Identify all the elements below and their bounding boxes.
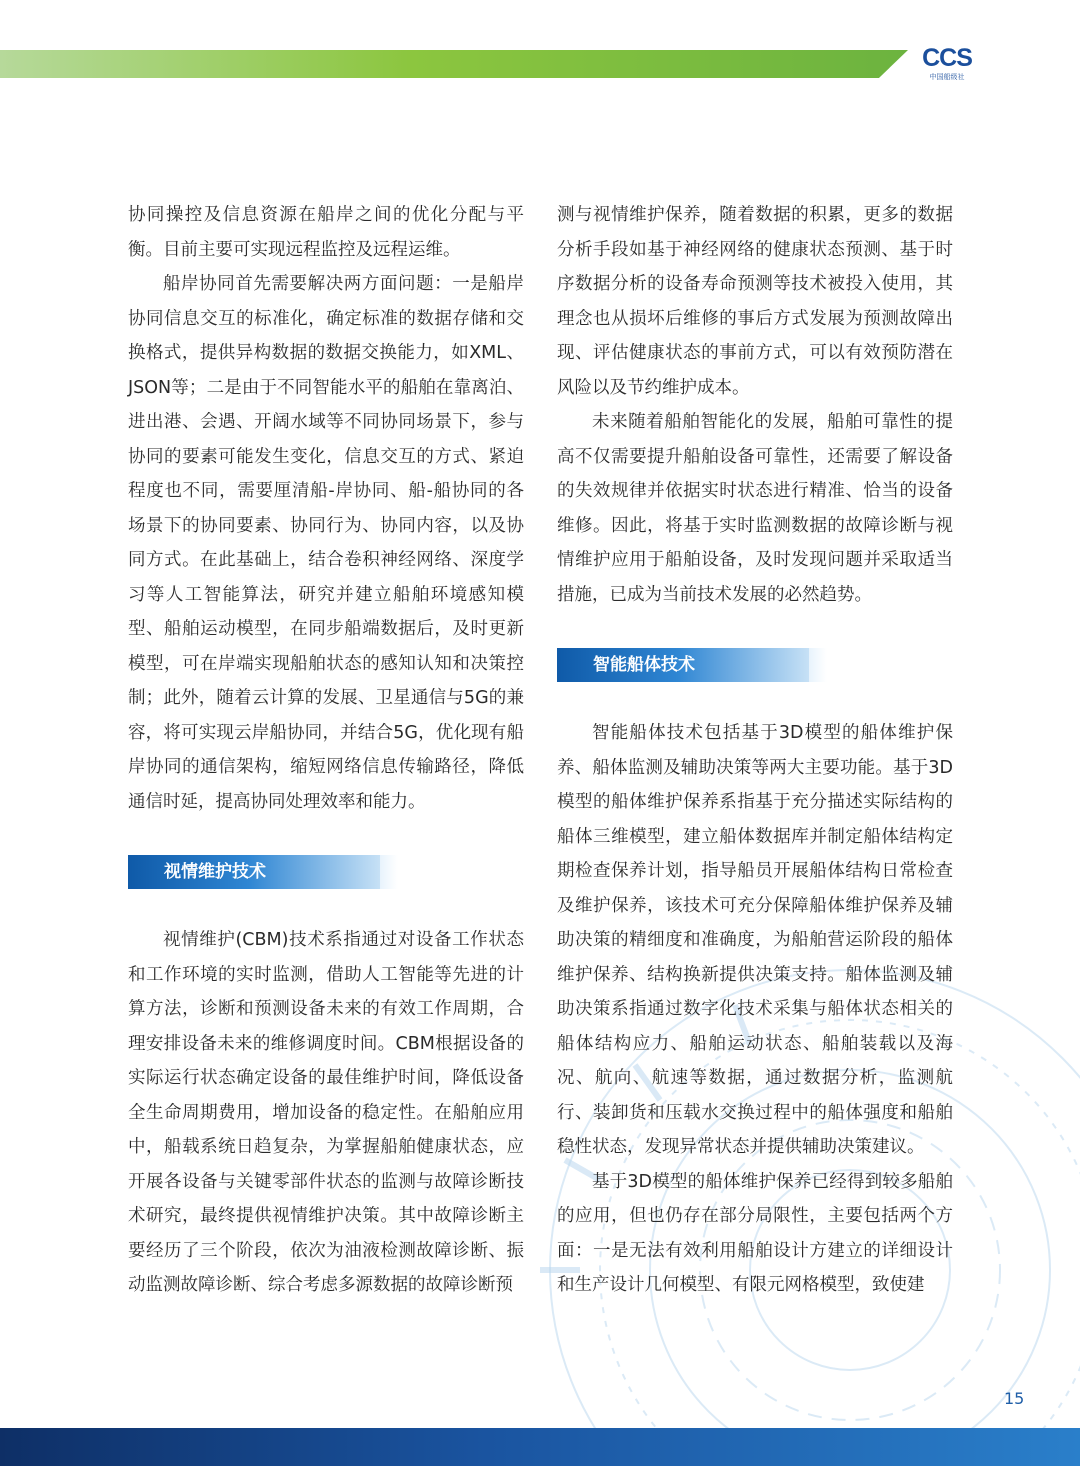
logo-mark: CCS — [922, 44, 972, 72]
left-paragraph-2: 船岸协同首先需要解决两方面问题：一是船岸协同信息交互的标准化，确定标准的数据存储和交换格式，提供异构数据的数据交换能力，如XML、JSON等；二是由于不同智能水平的船舶在靠离泊、进出港、会遇、开阔水域等不同协同场景下，参与协同的要素可能发生变化，信息交互的方式、紧迫程度也不同，需要厘清船-岸协同、船-船协同的各场景下的协同要素、协同行为、协同内容，以及协同方式。在此基础上，结合卷积神经网络、深度学习等人工智能算法，研究并建立船舶环境感知模型、船舶运动模型，在同步船端数据后，及时更新模型，可在岸端实现船舶状态的感知认知和决策控制；此外，随着云计算的发展、卫星通信与5G的兼容，将可实现云岸船协同，并结合5G，优化现有船岸协同的通信架构，缩短网络信息传输路径，降低通信时延，提高协同处理效率和能力。 — [128, 274, 524, 812]
right-paragraph-4: 基于3D模型的船体维护保养已经得到较多船舶的应用，但也仍存在部分局限性，主要包括两个方面：一是无法有效利用船舶设计方建立的详细设计和生产设计几何模型、有限元网格模型，致使建 — [557, 1171, 953, 1295]
ccs-logo — [918, 44, 976, 88]
left-paragraph-3: 视情维护(CBM)技术系指通过对设备工作状态和工作环境的实时监测，借助人工智能等先进的计算方法，诊断和预测设备未来的有效工作周期，合理安排设备未来的维修调度时间。CBM根据设备的实际运行状态确定设备的最佳维护时间，降低设备全生命周期费用，增加设备的稳定性。在船舶应用中，船载系统日趋复杂，为掌握船舶健康状态，应开展各设备与关键零部件状态的监测与故障诊断技术研究，最终提供视情维护决策。其中故障诊断主要经历了三个阶段，依次为油液检测故障诊断、振动监测故障诊断、综合考虑多源数据的故障诊断预 — [128, 930, 524, 1295]
right-paragraph-2: 未来随着船舶智能化的发展，船舶可靠性的提高不仅需要提升船舶设备可靠性，还需要了解设备的失效规律并依据实时状态进行精准、恰当的设备维修。因此，将基于实时监测数据的故障诊断与视情维护应用于船舶设备，及时发现问题并采取适当措施，已成为当前技术发展的必然趋势。 — [557, 412, 953, 605]
top-green-band — [0, 50, 908, 78]
bottom-blue-band — [0, 1428, 1080, 1466]
section-heading-cbm — [128, 855, 396, 889]
section-heading-smart-hull — [557, 648, 825, 682]
right-column — [557, 198, 953, 1303]
section-heading-cbm-label: 视情维护技术 — [164, 862, 266, 882]
left-column — [128, 198, 524, 1303]
right-paragraph-3: 智能船体技术包括基于3D模型的船体维护保养、船体监测及辅助决策等两大主要功能。基于3D模型的船体维护保养系指基于充分描述实际结构的船体三维模型，建立船体数据库并制定船体结构定期检查保养计划，指导船员开展船体结构日常检查及维护保养，该技术可充分保障船体维护保养及辅助决策的精细度和准确度，为船舶营运阶段的船体维护保养、结构换新提供决策支持。船体监测及辅助决策系指通过数字化技术采集与船体状态相关的船体结构应力、船舶运动状态、船舶装载以及海况、航向、航速等数据，通过数据分析，监测航行、装卸货和压载水交换过程中的船体强度和船舶稳性状态，发现异常状态并提供辅助决策建议。 — [557, 723, 953, 1157]
right-paragraph-1: 测与视情维护保养，随着数据的积累，更多的数据分析手段如基于神经网络的健康状态预测、基于时序数据分析的设备寿命预测等技术被投入使用，其理念也从损坏后维修的事后方式发展为预测故障出现、评估健康状态的事前方式，可以有效预防潜在风险以及节约维护成本。 — [557, 205, 953, 398]
logo-subtext: 中国船级社 — [929, 73, 965, 81]
section-heading-smart-hull-label: 智能船体技术 — [593, 655, 695, 675]
left-paragraph-1: 协同操控及信息资源在船岸之间的优化分配与平衡。目前主要可实现远程监控及远程运维。 — [128, 205, 524, 260]
page-number: 15 — [1004, 1389, 1025, 1408]
